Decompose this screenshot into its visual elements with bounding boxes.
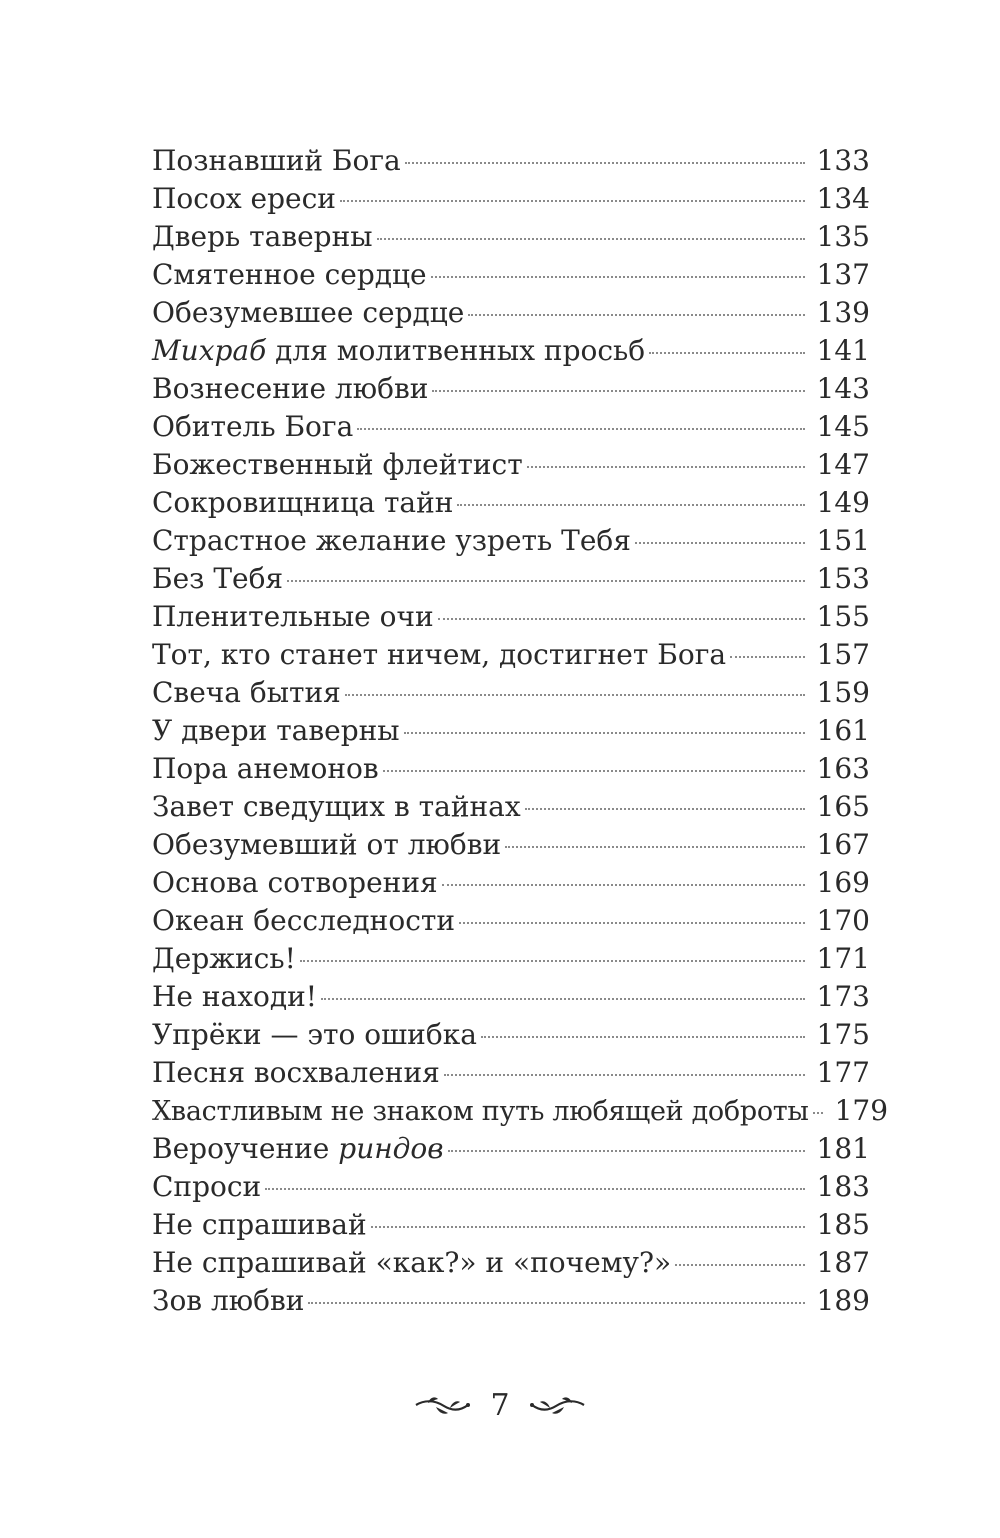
toc-entry-page: 169 bbox=[816, 866, 870, 899]
toc-entry-page: 153 bbox=[816, 562, 870, 595]
dot-leader bbox=[340, 200, 805, 202]
toc-entry-page: 165 bbox=[816, 790, 870, 823]
toc-entry bbox=[152, 294, 870, 332]
dot-leader bbox=[468, 314, 804, 316]
toc-entry-title: Свеча бытия bbox=[152, 676, 341, 709]
toc-entry-page: 171 bbox=[816, 942, 870, 975]
toc-entry-title-italic: Михраб bbox=[152, 334, 267, 367]
toc-entry bbox=[152, 560, 870, 598]
toc-entry bbox=[152, 484, 870, 522]
toc-entry bbox=[152, 1206, 870, 1244]
floral-flourish-icon bbox=[528, 1391, 586, 1421]
toc-entry bbox=[152, 1168, 870, 1206]
dot-leader bbox=[457, 504, 804, 506]
toc-entry bbox=[152, 788, 870, 826]
toc-entry-page: 149 bbox=[816, 486, 870, 519]
toc-entry-page: 157 bbox=[816, 638, 870, 671]
toc-entry-title: Не спрашивай «как?» и «почему?» bbox=[152, 1246, 672, 1279]
toc-entry-page: 155 bbox=[816, 600, 870, 633]
toc-entry bbox=[152, 674, 870, 712]
dot-leader bbox=[404, 732, 805, 734]
toc-entry-title: Держись! bbox=[152, 942, 296, 975]
dot-leader bbox=[405, 162, 805, 164]
dot-leader bbox=[649, 352, 804, 354]
toc-entry bbox=[152, 1054, 870, 1092]
toc-entry bbox=[152, 218, 870, 256]
dot-leader bbox=[371, 1226, 805, 1228]
toc-entry-page: 147 bbox=[816, 448, 870, 481]
page-folio bbox=[0, 1388, 1000, 1423]
toc-entry bbox=[152, 408, 870, 446]
dot-leader bbox=[675, 1264, 804, 1266]
toc-entry bbox=[152, 1130, 870, 1168]
toc-entry-page: 185 bbox=[816, 1208, 870, 1241]
toc-entry-title: Тот, кто станет ничем, достигнет Бога bbox=[152, 638, 727, 671]
toc-entry-title: Песня восхваления bbox=[152, 1056, 440, 1089]
toc-entry bbox=[152, 636, 870, 674]
toc-entry-title: Океан бесследности bbox=[152, 904, 456, 937]
toc-entry-title: Не спрашивай bbox=[152, 1208, 367, 1241]
dot-leader bbox=[730, 656, 804, 658]
dot-leader bbox=[432, 390, 804, 392]
toc-entry-page: 133 bbox=[816, 144, 870, 177]
dot-leader bbox=[448, 1150, 805, 1152]
toc-entry-title: Пора анемонов bbox=[152, 752, 379, 785]
toc-entry bbox=[152, 826, 870, 864]
toc-entry-title: Спроси bbox=[152, 1170, 262, 1203]
toc-entry-page: 187 bbox=[816, 1246, 870, 1279]
table-of-contents bbox=[152, 142, 889, 1320]
toc-entry bbox=[152, 256, 870, 294]
toc-entry-page: 135 bbox=[816, 220, 870, 253]
toc-entry bbox=[152, 370, 870, 408]
toc-entry-title: У двери таверны bbox=[152, 714, 400, 747]
toc-entry bbox=[152, 598, 870, 636]
toc-entry-title: Пленительные очи bbox=[152, 600, 434, 633]
toc-entry bbox=[152, 750, 870, 788]
dot-leader bbox=[527, 466, 805, 468]
toc-entry bbox=[152, 1244, 870, 1282]
dot-leader bbox=[442, 884, 805, 886]
toc-entry bbox=[152, 978, 870, 1016]
toc-entry-page: 159 bbox=[816, 676, 870, 709]
dot-leader bbox=[431, 276, 805, 278]
toc-entry-title: Обезумевший от любви bbox=[152, 828, 502, 861]
toc-entry-title: Дверь таверны bbox=[152, 220, 373, 253]
toc-entry-page: 141 bbox=[816, 334, 870, 367]
toc-entry-page: 189 bbox=[816, 1284, 870, 1317]
dot-leader bbox=[321, 998, 805, 1000]
toc-entry bbox=[152, 332, 870, 370]
dot-leader bbox=[481, 1036, 805, 1038]
toc-entry-title: Божественный флейтист bbox=[152, 448, 523, 481]
toc-entry-page: 183 bbox=[816, 1170, 870, 1203]
toc-entry-page: 143 bbox=[816, 372, 870, 405]
dot-leader bbox=[357, 428, 804, 430]
toc-entry-title-rest: Вероучение bbox=[152, 1132, 339, 1165]
dot-leader bbox=[525, 808, 805, 810]
floral-flourish-icon bbox=[414, 1391, 472, 1421]
dot-leader bbox=[377, 238, 805, 240]
toc-entry-title: Без Тебя bbox=[152, 562, 284, 595]
toc-entry-page: 134 bbox=[816, 182, 870, 215]
toc-entry-title: Хвастливым не знаком путь любящей доброты bbox=[152, 1096, 809, 1127]
toc-entry-title: Зов любви bbox=[152, 1284, 305, 1317]
dot-leader bbox=[444, 1074, 805, 1076]
dot-leader bbox=[438, 618, 805, 620]
dot-leader bbox=[300, 960, 805, 962]
toc-entry-page: 145 bbox=[816, 410, 870, 443]
dot-leader bbox=[505, 846, 804, 848]
toc-entry-title: Познавший Бога bbox=[152, 144, 401, 177]
toc-entry bbox=[152, 522, 870, 560]
toc-entry bbox=[152, 180, 870, 218]
dot-leader bbox=[287, 580, 804, 582]
toc-entry-page: 137 bbox=[816, 258, 870, 291]
toc-entry-page: 181 bbox=[816, 1132, 870, 1165]
dot-leader bbox=[459, 922, 805, 924]
toc-entry-title: Обезумевшее сердце bbox=[152, 296, 465, 329]
toc-entry-title: Страстное желание узреть Тебя bbox=[152, 524, 631, 557]
toc-entry-title: Вознесение любви bbox=[152, 372, 429, 405]
toc-entry bbox=[152, 446, 870, 484]
toc-entry bbox=[152, 1282, 870, 1320]
toc-entry-title: Сокровищница тайн bbox=[152, 486, 454, 519]
toc-entry bbox=[152, 712, 870, 750]
dot-leader bbox=[813, 1112, 823, 1114]
toc-entry-page: 173 bbox=[816, 980, 870, 1013]
toc-entry-title-rest: для молитвенных просьб bbox=[266, 334, 646, 367]
toc-entry bbox=[152, 142, 870, 180]
toc-entry-page: 179 bbox=[834, 1094, 889, 1127]
toc-entry-title: Упрёки — это ошибка bbox=[152, 1018, 477, 1051]
toc-entry-title bbox=[152, 332, 645, 370]
toc-entry-page: 163 bbox=[816, 752, 870, 785]
dot-leader bbox=[635, 542, 805, 544]
toc-entry-title: Обитель Бога bbox=[152, 410, 354, 443]
dot-leader bbox=[265, 1188, 804, 1190]
toc-entry bbox=[152, 902, 870, 940]
toc-entry bbox=[152, 940, 870, 978]
toc-entry-title: Не находи! bbox=[152, 980, 318, 1013]
toc-entry-page: 161 bbox=[816, 714, 870, 747]
toc-entry-page: 151 bbox=[816, 524, 870, 557]
toc-entry-title: Основа сотворения bbox=[152, 866, 438, 899]
toc-entry-title-italic: риндов bbox=[338, 1132, 444, 1165]
toc-entry-title: Смятенное сердце bbox=[152, 258, 427, 291]
toc-entry-page: 175 bbox=[816, 1018, 870, 1051]
page-number: 7 bbox=[490, 1388, 510, 1423]
toc-entry bbox=[152, 864, 870, 902]
toc-entry-page: 167 bbox=[816, 828, 870, 861]
toc-entry bbox=[152, 1092, 889, 1130]
toc-entry-page: 139 bbox=[816, 296, 870, 329]
dot-leader bbox=[308, 1302, 804, 1304]
toc-entry-title: Посох ереси bbox=[152, 182, 336, 215]
toc-entry-title bbox=[152, 1130, 444, 1168]
dot-leader bbox=[345, 694, 805, 696]
dot-leader bbox=[383, 770, 805, 772]
toc-entry-page: 170 bbox=[816, 904, 870, 937]
toc-entry bbox=[152, 1016, 870, 1054]
toc-entry-page: 177 bbox=[816, 1056, 870, 1089]
toc-entry-title: Завет сведущих в тайнах bbox=[152, 790, 521, 823]
